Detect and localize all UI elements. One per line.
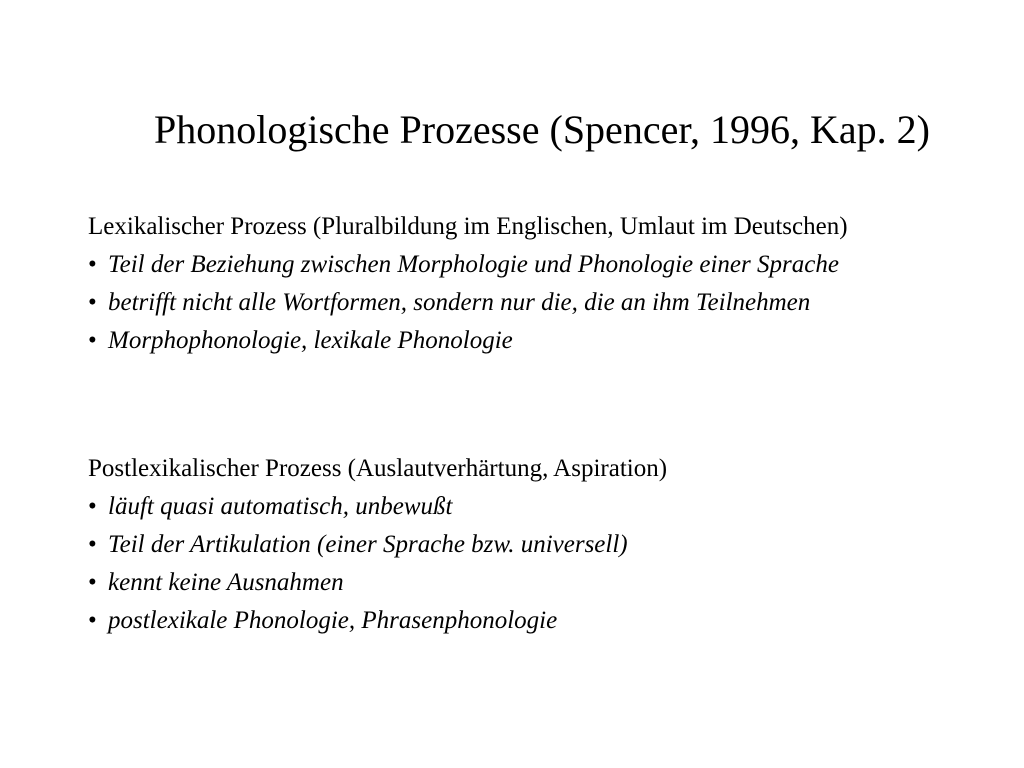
bullet-list <box>88 251 998 355</box>
bullet-item <box>88 569 998 597</box>
section-postlexical-process <box>88 455 998 645</box>
bullet-text: Morphophonologie, lexikale Phonologie <box>108 327 513 354</box>
bullet-icon: • <box>88 327 97 354</box>
bullet-item <box>88 327 998 355</box>
bullet-item <box>88 251 998 279</box>
bullet-icon: • <box>88 531 97 558</box>
bullet-icon: • <box>88 569 97 596</box>
bullet-text: kennt keine Ausnahmen <box>108 569 344 596</box>
slide-title: Phonologische Prozesse (Spencer, 1996, Kap. 2) <box>153 107 930 152</box>
section-lexical-process <box>88 213 998 365</box>
bullet-text: postlexikale Phonologie, Phrasenphonologie <box>108 607 558 634</box>
bullet-icon: • <box>88 251 97 278</box>
bullet-item <box>88 493 998 521</box>
bullet-icon: • <box>88 493 97 520</box>
bullet-icon: • <box>88 289 97 316</box>
section-heading: Postlexikalischer Prozess (Auslautverhärtung, Aspiration) <box>88 455 668 482</box>
bullet-text: Teil der Artikulation (einer Sprache bzw. universell) <box>108 531 628 558</box>
bullet-text: betrifft nicht alle Wortformen, sondern nur die, die an ihm Teilnehmen <box>108 289 811 316</box>
bullet-item <box>88 531 998 559</box>
bullet-list <box>88 493 998 635</box>
bullet-text: Teil der Beziehung zwischen Morphologie und Phonologie einer Sprache <box>108 251 839 278</box>
bullet-icon: • <box>88 607 97 634</box>
bullet-item <box>88 289 998 317</box>
bullet-item <box>88 607 998 635</box>
bullet-text: läuft quasi automatisch, unbewußt <box>108 493 453 520</box>
section-heading: Lexikalischer Prozess (Pluralbildung im Englischen, Umlaut im Deutschen) <box>88 213 848 240</box>
